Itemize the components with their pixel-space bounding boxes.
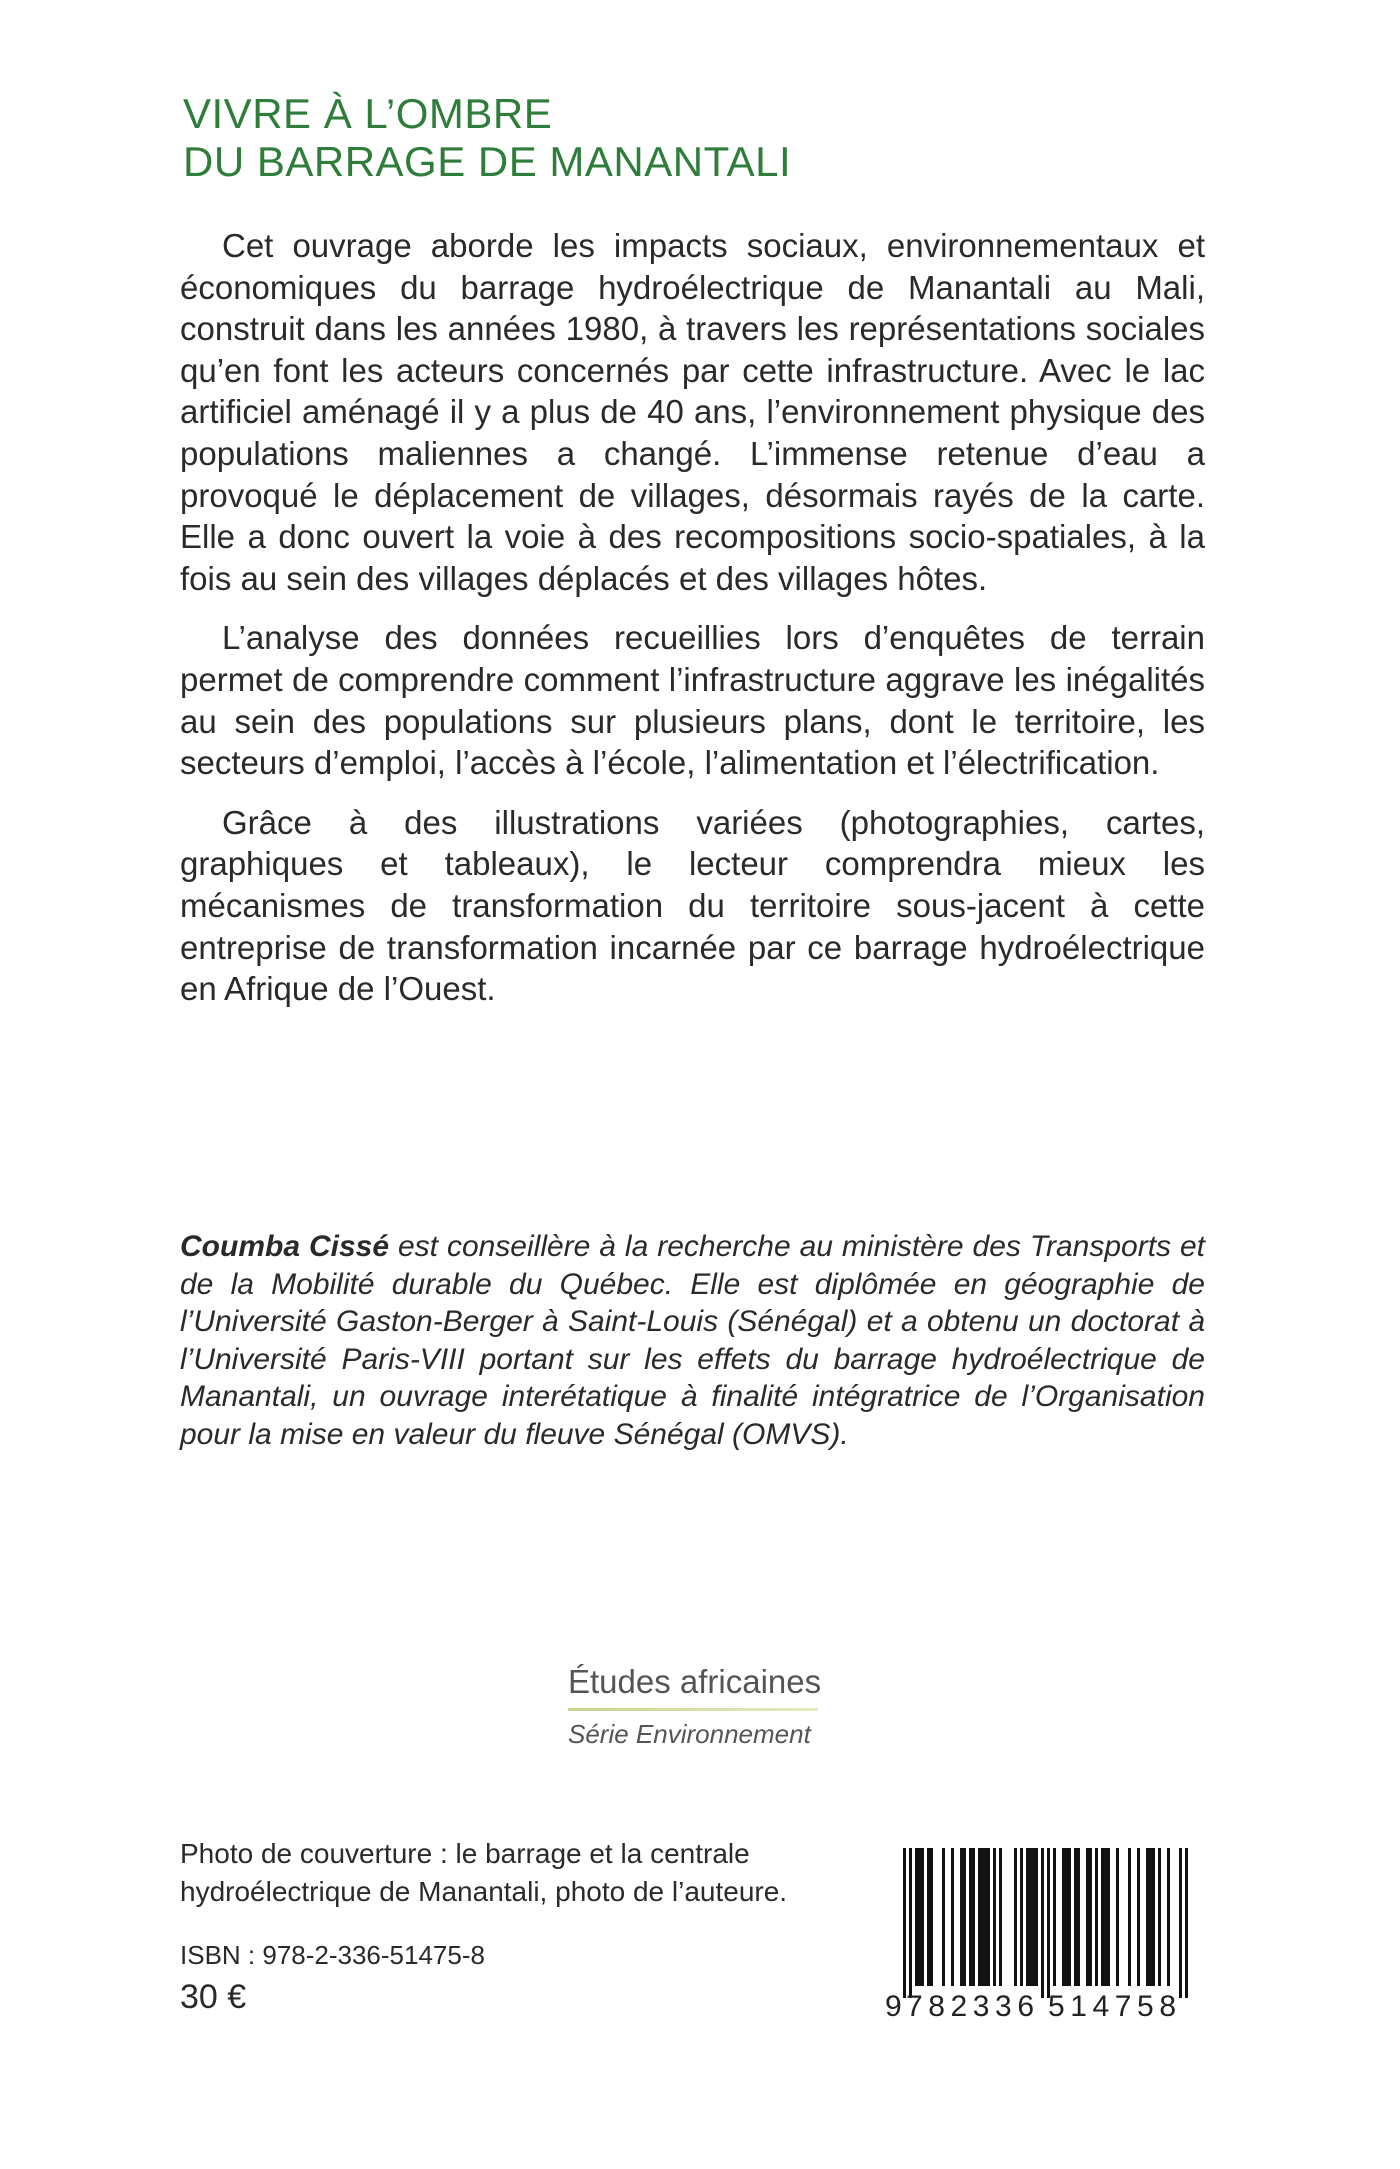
title-line-1: VIVRE À L’OMBRE: [183, 90, 553, 137]
barcode-bar: [969, 1848, 972, 1986]
barcode-bar: [999, 1848, 1002, 1986]
barcode-bar: [987, 1848, 990, 1986]
barcode: [883, 1848, 1203, 2023]
barcode-bar: [1074, 1848, 1077, 1986]
photo-credit-line-2: hydroélectrique de Manantali, photo de l’auteure.: [180, 1876, 788, 1907]
barcode-bar: [927, 1848, 930, 1986]
barcode-bar: [1101, 1848, 1104, 1986]
barcode-bar: [1086, 1848, 1089, 1986]
title-line-2: DU BARRAGE DE MANANTALI: [183, 138, 792, 185]
isbn: ISBN : 978-2-336-51475-8: [180, 1940, 485, 1970]
barcode-bar: [1146, 1848, 1149, 1986]
barcode-bar: [960, 1848, 963, 1986]
author-bio: [180, 1228, 1205, 1453]
barcode-bar: [1032, 1848, 1035, 1986]
summary-paragraph-3: Grâce à des illustrations variées (photographies, cartes, graphiques et tableaux), le lecteur comprendra mieux les mécanismes de transformation du territoire sous-jacent à cette entreprise de transformation incarnée par ce barrage hydroélectrique en Afrique de l’Ouest.: [180, 803, 1205, 1008]
book-title: [183, 90, 791, 186]
barcode-bar: [1095, 1848, 1098, 1986]
summary-paragraph-1: Cet ouvrage aborde les impacts sociaux, environnementaux et économiques du barrage hydroélectrique de Manantali au Mali, construit dans les années 1980, à travers les représentations sociales qu’en font les acteurs concernés par cette infrastructure. Avec le lac artificiel aménagé il y a plus de 40 ans, l’environnement physique des populations maliennes a changé. L’immense retenue d’eau a provoqué le déplacement de villages, désormais rayés de la carte. Elle a donc ouvert la voie à des recompositions socio-spatiales, à la fois au sein des villages déplacés et des villages hôtes.: [180, 227, 1205, 597]
barcode-bar: [1035, 1848, 1038, 1986]
barcode-right-digits: 514758: [1048, 1990, 1176, 2023]
barcode-bar: [1041, 1848, 1044, 1998]
author-bio-text: est conseillère à la recherche au ministère des Transports et de la Mobilité durable du Québec. Elle est diplômée en géographie de l’Université Gaston-Berger à Saint-Louis (Sénégal) et a obtenu un doctorat à l’Université Paris-VIII portant sur les effets du barrage hydroélectrique de Manantali, un ouvrage interétatique à finalité intégratrice de l’Organisation pour la mise en valeur du fleuve Sénégal (OMVS).: [180, 1230, 1206, 1451]
barcode-bar: [1089, 1848, 1092, 1986]
barcode-bar: [1128, 1848, 1131, 1986]
barcode-bar: [1137, 1848, 1140, 1986]
barcode-bar: [921, 1848, 924, 1986]
barcode-bar: [1026, 1848, 1029, 1986]
barcode-first-digit: 9: [885, 1990, 902, 2023]
barcode-bar: [1167, 1848, 1170, 1986]
barcode-bar: [972, 1848, 975, 1986]
barcode-bar: [1185, 1848, 1188, 1998]
barcode-bar: [1053, 1848, 1056, 1986]
barcode-bar: [978, 1848, 981, 1986]
collection-name: Études africaines: [568, 1663, 822, 1700]
barcode-bar: [963, 1848, 966, 1986]
barcode-bar: [951, 1848, 954, 1986]
barcode-left-digits: 782336: [906, 1990, 1034, 2023]
barcode-bar: [1158, 1848, 1161, 1986]
barcode-bar: [993, 1848, 996, 1986]
barcode-bar: [1107, 1848, 1110, 1986]
barcode-bar: [1077, 1848, 1080, 1986]
barcode-bar: [1062, 1848, 1065, 1986]
collection-series: Série Environnement: [568, 1719, 811, 1749]
summary-paragraph-2: L’analyse des données recueillies lors d’enquêtes de terrain permet de comprendre comment l’infrastructure aggrave les inégalités au sein des populations sur plusieurs plans, dont le territoire, les secteurs d’emploi, l’accès à l’école, l’alimentation et l’électrification.: [180, 619, 1205, 782]
barcode-bar: [1179, 1848, 1182, 1998]
photo-credit-line-1: Photo de couverture : le barrage et la centrale: [180, 1838, 750, 1869]
barcode-bar: [1029, 1848, 1032, 1986]
collection-rule: [568, 1708, 818, 1711]
barcode-bar: [930, 1848, 933, 1986]
barcode-bar: [981, 1848, 984, 1986]
barcode-bar: [1020, 1848, 1023, 1986]
barcode-bar: [915, 1848, 918, 1986]
barcode-bar: [1014, 1848, 1017, 1986]
barcode-graphic: [883, 1848, 1203, 2023]
barcode-bar: [1152, 1848, 1155, 1986]
barcode-bar: [1149, 1848, 1152, 1986]
barcode-bars: [903, 1848, 1188, 1998]
author-name: Coumba Cissé: [180, 1230, 390, 1263]
barcode-bar: [903, 1848, 906, 1998]
summary: [180, 225, 1205, 1028]
barcode-bar: [942, 1848, 945, 1986]
barcode-bar: [984, 1848, 987, 1986]
barcode-bar: [1104, 1848, 1107, 1986]
barcode-bar: [1116, 1848, 1119, 1986]
photo-credit: [180, 1835, 787, 1911]
barcode-bar: [1047, 1848, 1050, 1998]
price: 30 €: [180, 1978, 247, 2016]
collection-logo: [568, 1662, 838, 1750]
barcode-bar: [918, 1848, 921, 1986]
barcode-bar: [909, 1848, 912, 1998]
barcode-bar: [1065, 1848, 1068, 1986]
barcode-bar: [1068, 1848, 1071, 1986]
